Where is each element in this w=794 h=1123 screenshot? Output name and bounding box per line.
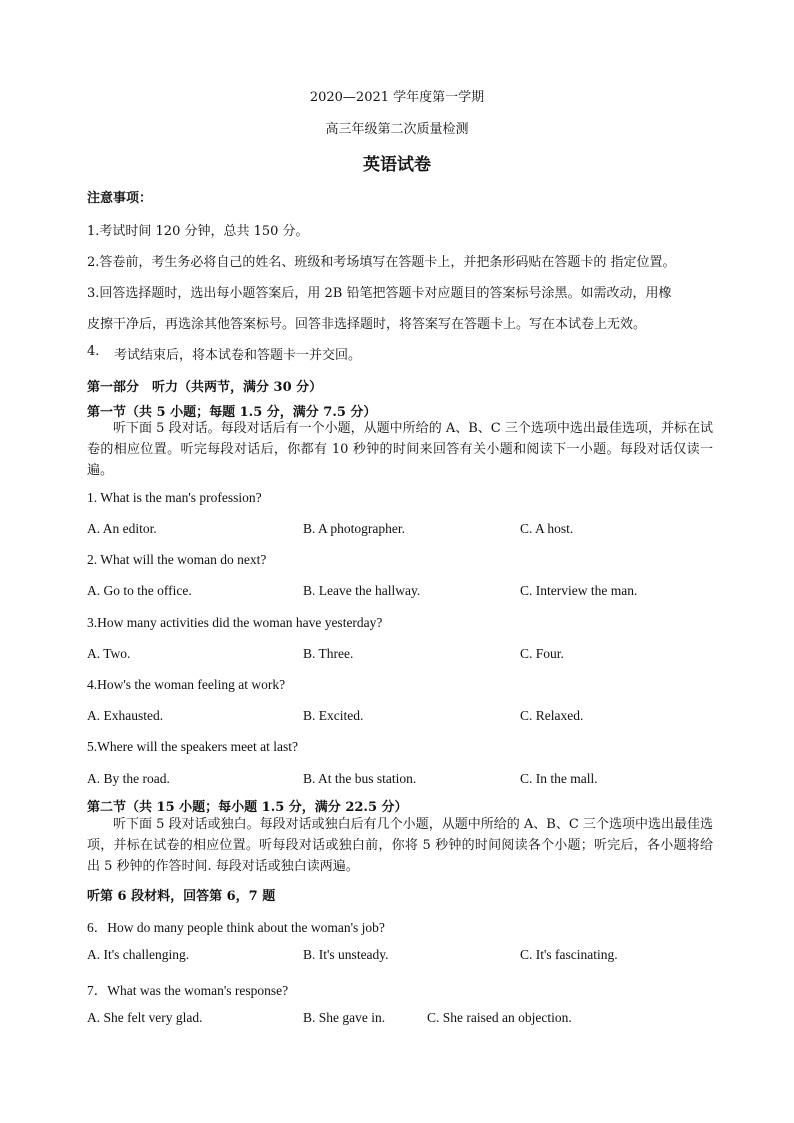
q2-option-a: A. Go to the office. (87, 583, 192, 598)
q3-option-b: B. Three. (303, 646, 354, 661)
q1-option-c: C. A host. (520, 521, 574, 536)
section2-intro: 听下面 5 段对话或独白。每段对话或独白后有几个小题，从题中所给的 A、B、C 三个选项中选出最佳选项，并标在试卷的相应位置。听每段对话或独白前，你将 5 秒钟的时间阅读各个小题；听完后，各小题将给出 5 秒钟的作答时间. 每段对话或独白读两遍。 (87, 817, 713, 874)
q4-option-a: A. Exhausted. (87, 708, 164, 723)
q5-option-c: C. In the mall. (520, 771, 598, 786)
section1-intro: 听下面 5 段对话。每段对话后有一个小题，从题中所给的 A、B、C 三个选项中选出最佳选项，并标在试 卷的相应位置。听完每段对话后，你都有 10 秒钟的时间来回答有关小题和阅读下一小题。每段对话仅读一遍。 (87, 421, 713, 478)
q1-option-b: B. A photographer. (303, 521, 405, 536)
school-year: 2020—2021 学年度第一学期 (309, 90, 485, 105)
q7-option-a: A. She felt very glad. (87, 1010, 203, 1025)
exam-title: 高三年级第二次质量检测 (325, 122, 469, 137)
note-4-text: 考试结束后，将本试卷和答题卡一并交回。 (114, 348, 362, 363)
q3-option-c: C. Four. (520, 646, 564, 661)
material-6-heading: 听第 6 段材料，回答第 6，7 题 (87, 889, 276, 904)
q6-option-a: A. It's challenging. (87, 947, 190, 962)
q1-option-a: A. An editor. (87, 521, 157, 536)
notes-title: 注意事项： (87, 191, 153, 206)
q5-option-a: A. By the road. (87, 771, 170, 786)
section1-title: 第一节（共 5 小题；每题 1.5 分，满分 7.5 分） (87, 405, 377, 420)
question-3: 3.How many activities did the woman have yesterday? (87, 615, 383, 630)
part1-title: 第一部分 听力（共两节，满分 30 分） (87, 380, 323, 395)
q7-option-c: C. She raised an objection. (427, 1010, 572, 1025)
note-3-line-1: 3.回答选择题时，选出每小题答案后，用 2B 铅笔把答题卡对应题目的答案标号涂黑。如需改动，用橡 (87, 286, 672, 301)
q2-option-b: B. Leave the hallway. (303, 583, 421, 598)
question-1: 1. What is the man's profession? (87, 490, 262, 505)
q6-option-c: C. It's fascinating. (520, 947, 618, 962)
note-1: 1.考试时间 120 分钟，总共 150 分。 (87, 224, 309, 239)
q3-option-a: A. Two. (87, 646, 131, 661)
question-6: 6．How do many people think about the woman's job? (87, 920, 385, 935)
subject-title: 英语试卷 (363, 155, 431, 175)
q7-option-b: B. She gave in. (303, 1010, 386, 1025)
q4-option-c: C. Relaxed. (520, 708, 584, 723)
question-7: 7．What was the woman's response? (87, 983, 289, 998)
q6-option-b: B. It's unsteady. (303, 947, 389, 962)
q4-option-b: B. Excited. (303, 708, 364, 723)
q2-option-c: C. Interview the man. (520, 583, 638, 598)
note-2: 2.答卷前，考生务必将自己的姓名、班级和考场填写在答题卡上，并把条形码贴在答题卡的 指定位置。 (87, 255, 676, 270)
section2-title: 第二节（共 15 小题；每小题 1.5 分，满分 22.5 分） (87, 800, 408, 815)
note-3-line-2: 皮擦干净后，再选涂其他答案标号。回答非选择题时，将答案写在答题卡上。写在本试卷上无效。 (87, 317, 647, 332)
question-4: 4.How's the woman feeling at work? (87, 677, 286, 692)
note-4-number: 4. (87, 344, 100, 359)
question-2: 2. What will the woman do next? (87, 552, 267, 567)
question-5: 5.Where will the speakers meet at last? (87, 739, 299, 754)
q5-option-b: B. At the bus station. (303, 771, 417, 786)
